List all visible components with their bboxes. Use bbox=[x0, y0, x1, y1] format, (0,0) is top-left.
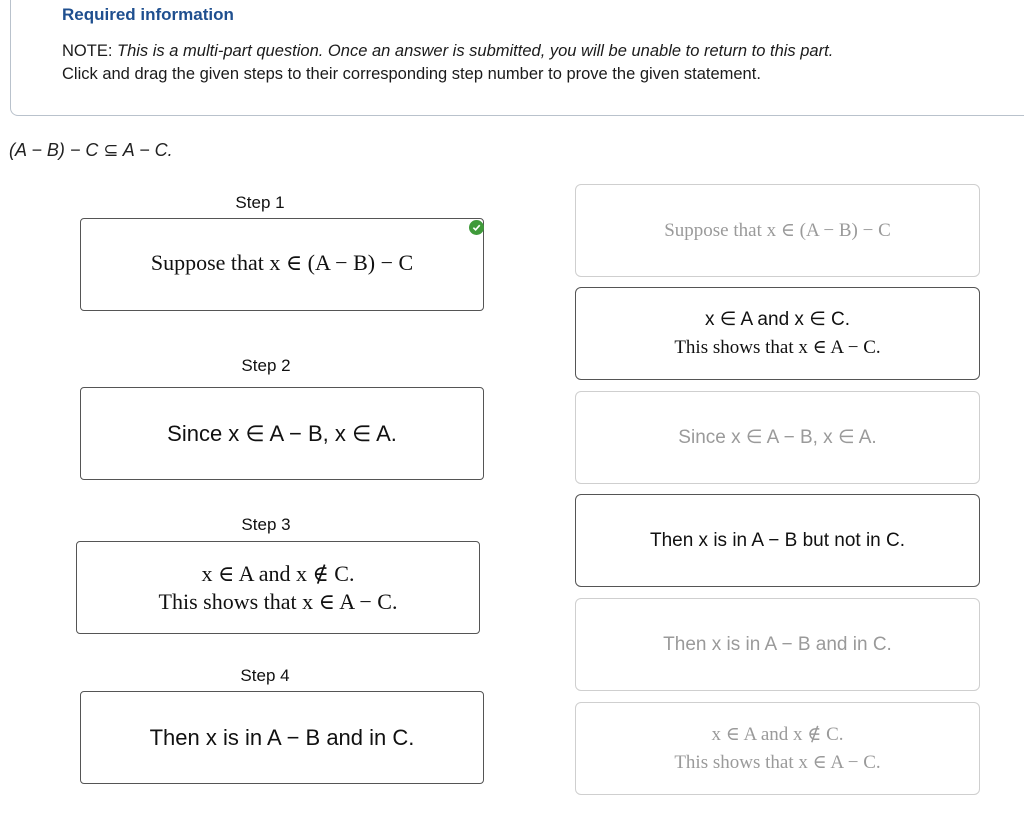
step-4-text: Then x is in A − B and in C. bbox=[149, 724, 415, 750]
step-3-text-line-1: x ∈ A and x ∉ C. bbox=[201, 560, 355, 586]
note-text bbox=[62, 40, 992, 86]
choice-tile-1[interactable] bbox=[575, 184, 980, 277]
choice-tile-5[interactable] bbox=[575, 598, 980, 691]
step-3-label: Step 3 bbox=[241, 515, 291, 534]
choice-tile-6[interactable] bbox=[575, 702, 980, 795]
instruction-text: Click and drag the given steps to their corresponding step number to prove the given statement. bbox=[62, 65, 761, 83]
choice-6-text-line-2: This shows that x ∈ A − C. bbox=[674, 751, 881, 773]
note-italic: This is a multi-part question. Once an answer is submitted, you will be unable to return to this part. bbox=[117, 42, 834, 60]
step-2-text: Since x ∈ A − B, x ∈ A. bbox=[167, 420, 397, 446]
statement-to-prove: (A − B) − C ⊆ A − C. bbox=[9, 140, 173, 160]
choice-tile-3[interactable] bbox=[575, 391, 980, 484]
step-4-label: Step 4 bbox=[240, 666, 290, 685]
step-2-drop-slot[interactable] bbox=[80, 387, 484, 480]
choice-1-text: Suppose that x ∈ (A − B) − C bbox=[664, 219, 891, 241]
required-info-title: Required information bbox=[62, 5, 234, 24]
choice-3-text: Since x ∈ A − B, x ∈ A. bbox=[678, 426, 877, 448]
step-3-drop-slot[interactable] bbox=[76, 541, 480, 634]
step-2-label: Step 2 bbox=[241, 356, 291, 375]
step-3-text-line-2: This shows that x ∈ A − C. bbox=[158, 588, 398, 614]
choice-2-text-line-1: x ∈ A and x ∈ C. bbox=[704, 308, 851, 330]
note-prefix: NOTE: bbox=[62, 42, 113, 60]
step-1-label: Step 1 bbox=[235, 193, 285, 212]
choice-2-text-line-2: This shows that x ∈ A − C. bbox=[674, 336, 881, 358]
choice-4-text: Then x is in A − B but not in C. bbox=[649, 529, 906, 551]
choice-tile-4[interactable] bbox=[575, 494, 980, 587]
correct-check-icon bbox=[469, 220, 484, 235]
step-1-drop-slot[interactable] bbox=[80, 218, 484, 311]
choice-tile-2[interactable] bbox=[575, 287, 980, 380]
choice-5-text: Then x is in A − B and in C. bbox=[663, 633, 892, 655]
step-4-drop-slot[interactable] bbox=[80, 691, 484, 784]
choice-6-text-line-1: x ∈ A and x ∉ C. bbox=[711, 723, 844, 745]
step-1-text: Suppose that x ∈ (A − B) − C bbox=[150, 250, 414, 275]
